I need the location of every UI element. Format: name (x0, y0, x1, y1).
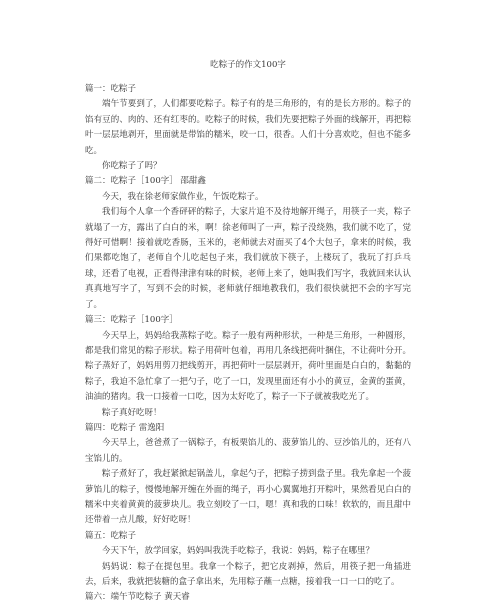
body-paragraph: 今天早上，爸爸煮了一锅粽子，有板栗馅儿的、菠萝馅儿的、豆沙馅儿的，还有八宝馅儿的。 (85, 438, 411, 464)
body-paragraph: 粽子煮好了，我赶紧掀起锅盖儿，拿起勺子，把粽子捞到盘子里。我先拿起一个菠萝馅儿的粽子，慢慢地解开缠在外面的绳子，再小心翼翼地打开粽叶，果然看见白白的糯米中夹着黄黄的菠萝块儿。我立刻咬了一口，嗯！真和我的口味！软软的，而且甜中还带着一点儿酸，好好吃呀！ (85, 469, 411, 526)
body-paragraph: 我们每个人拿一个香砰砰的粽子，大家片追不及待地解开绳子，用筷子一夹，粽子就塌了一方，露出了白白的米，啊！徐老师叫了一声，粽子没绕熟，我们就不吃了，觉得好可惜啊！接着就吃香肠，玉米的，老师就去对面买了4个大包子，拿来的时候，我们果都吃饱了，老师自个儿吃起包子来，我们就放下筷子，上楼玩了，我玩了打乒乓球，还看了电视，正看得津津有味的时候，老师上来了，她叫我们写字，我就回来认认真真地写字了，写到不会的时候，老师就仔细地教我们，我们很快就把不会的字写完了。 (85, 207, 411, 310)
section-heading: 篇六：端午节吃粽子 黄天睿 (85, 592, 190, 603)
body-paragraph: 今天，我在徐老师家做作业，午饭吃粽子。 (102, 191, 264, 202)
section-heading: 篇三：吃粽子［100字］ (85, 315, 178, 326)
document-title: 吃粽子的作文100字 (210, 60, 286, 70)
body-paragraph: 端午节要到了，人们都要吃粽子。粽子有的是三角形的，有的是长方形的。粽子的馅有豆的、肉的、还有红枣的。吃粽子的时候，我们先要把粽子外面的线解开，再把粽叶一层层地剥开，里面就是带馅的糯米，咬一口，很香。人们十分喜欢吃，但也不能多吃。 (85, 99, 411, 156)
body-paragraph: 今天下午，放学回家，妈妈叫我洗手吃粽子，我说：妈妈，粽子在哪里？ (102, 546, 375, 557)
body-paragraph: 妈妈说：粽子在提包里。我拿一个粽子，把它皮剥掉，然后，用筷子把一角插进去，后来，我就把装糖的盒子拿出来，先用粽子蘸一点糖，接着我一口一口的吃了。 (85, 561, 411, 587)
body-paragraph: 粽子真好吃呀！ (102, 407, 162, 418)
document-body (85, 82, 411, 606)
section-heading: 篇五：吃粽子 (85, 530, 137, 541)
section-heading: 篇四：吃粽子 雷逸阳 (85, 422, 165, 433)
section-heading: 篇一：吃粽子 (85, 84, 137, 94)
body-paragraph: 今天早上，妈妈给我蒸粽子吃。粽子一般有两种形状，一种是三角形，一种圆形，都是我们常见的粽子形状。粽子用荷叶包着，再用几条线把荷叶捆住，不让荷叶分开。粽子蒸好了，妈妈用剪刀把线剪开，再把荷叶一层层剥开，荷叶里面是白白的，黏黏的粽子，我迫不急忙拿了一把勺子，吃了一口，发现里面还有小小的黄豆，金黄的蛋黄，油油的猪肉。我一口接着一口吃，因为太好吃了，粽子一下子就被我吃光了。 (85, 330, 411, 403)
body-paragraph: 你吃粽子了吗？ (102, 161, 162, 172)
section-heading: 篇二：吃粽子［100字］ 邵甜鑫 (85, 176, 206, 187)
